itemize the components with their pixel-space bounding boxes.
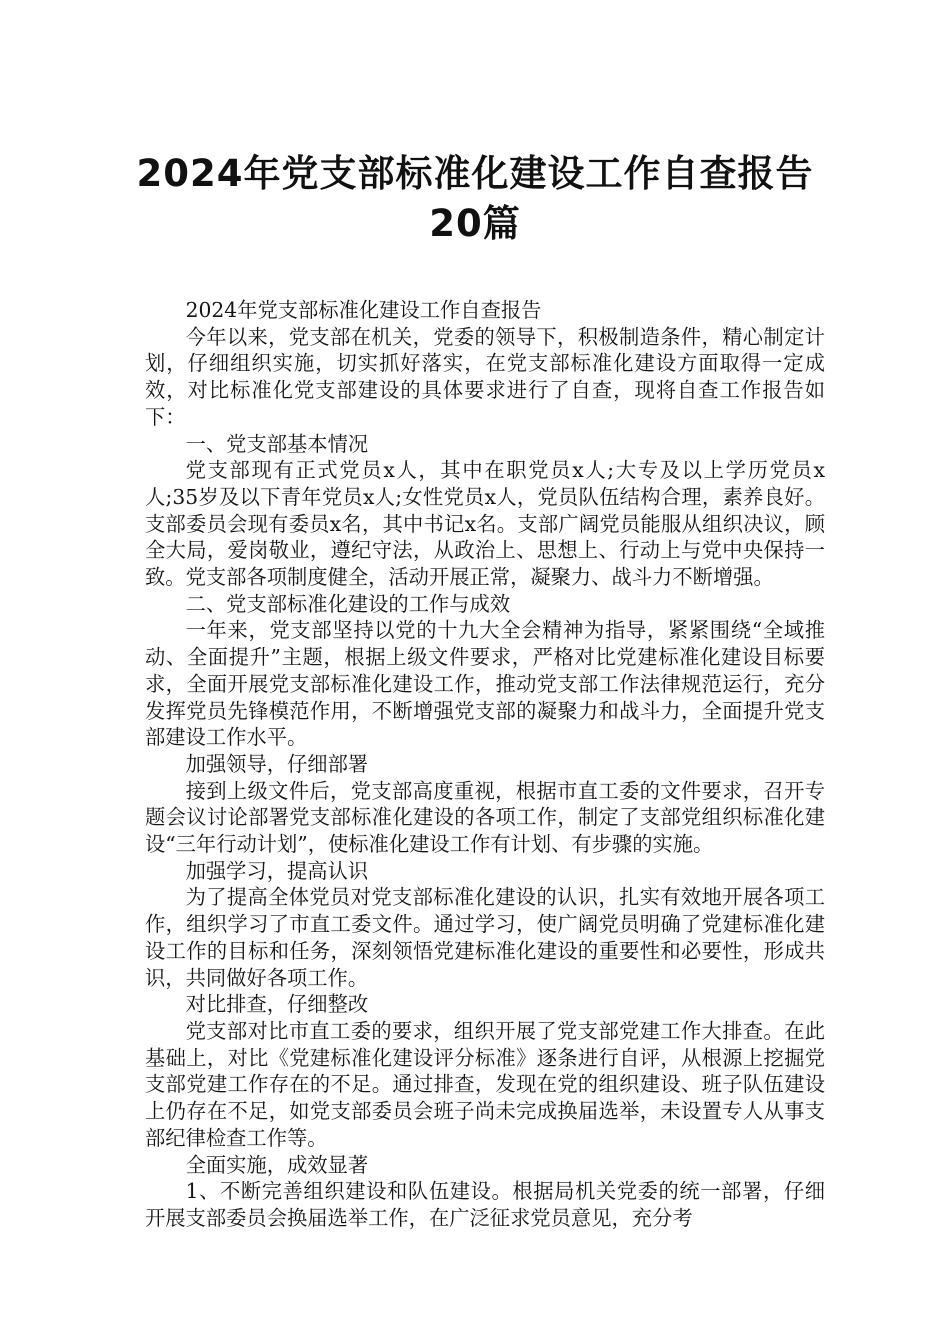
body-paragraph: 党支部对比市直工委的要求，组织开展了党支部党建工作大排查。在此基础上，对比《党建标准化建设评分标准》逐条进行自评，从根源上挖掘党支部党建工作存在的不足。通过排查，发现在党的组织建设、班子队伍建设上仍存在不足，如党支部委员会班子尚未完成换届选举，未设置专人从事支部纪律检查工作等。 xyxy=(145,1018,825,1150)
body-paragraph: 党支部现有正式党员x人，其中在职党员x人;大专及以上学历党员x人;35岁及以下青年党员x人;女性党员x人，党员队伍结构合理，素养良好。支部委员会现有委员x名，其中书记x名。支部广阔党员能服从组织决议，顾全大局，爱岗敬业，遵纪守法，从政治上、思想上、行动上与党中央保持一致。党支部各项制度健全，活动开展正常，凝聚力、战斗力不断增强。 xyxy=(145,458,825,590)
document-body xyxy=(145,297,825,1232)
subsection-heading: 加强领导，仔细部署 xyxy=(185,751,369,776)
body-paragraph: 2024年党支部标准化建设工作自查报告 xyxy=(185,298,542,322)
section-heading: 一、党支部基本情况 xyxy=(185,431,369,456)
body-paragraph: 为了提高全体党员对党支部标准化建设的认识，扎实有效地开展各项工作，组织学习了市直工委文件。通过学习，使广阔党员明确了党建标准化建设工作的目标和任务，深刻领悟党建标准化建设的重要性和必要性，形成共识，共同做好各项工作。 xyxy=(145,885,825,990)
subsection-heading: 对比排查，仔细整改 xyxy=(185,992,369,1017)
document-title-line-2: 20篇 xyxy=(429,201,521,245)
document-title-line-1: 2024年党支部标准化建设工作自查报告 xyxy=(136,151,814,195)
body-paragraph: 今年以来，党支部在机关，党委的领导下，积极制造条件，精心制定计划，仔细组织实施，切实抓好落实，在党支部标准化建设方面取得一定成效，对比标准化党支部建设的具体要求进行了自查，现将自查工作报告如下： xyxy=(145,324,825,429)
subsection-heading: 全面实施，成效显著 xyxy=(185,1152,369,1177)
subsection-heading: 加强学习，提高认识 xyxy=(185,858,369,883)
document-title xyxy=(100,149,850,249)
body-paragraph: 1、不断完善组织建设和队伍建设。根据局机关党委的统一部署，仔细开展支部委员会换届选举工作，在广泛征求党员意见，充分考 xyxy=(145,1179,825,1230)
body-paragraph: 接到上级文件后，党支部高度重视，根据市直工委的文件要求，召开专题会议讨论部署党支部标准化建设的各项工作，制定了支部党组织标准化建设“三年行动计划”，使标准化建设工作有计划、有步骤的实施。 xyxy=(145,778,825,857)
section-heading: 二、党支部标准化建设的工作与成效 xyxy=(185,591,511,616)
body-paragraph: 一年来，党支部坚持以党的十九大全会精神为指导，紧紧围绕“全域推动、全面提升”主题，根据上级文件要求，严格对比党建标准化建设目标要求，全面开展党支部标准化建设工作，推动党支部工作法律规范运行，充分发挥党员先锋模范作用，不断增强党支部的凝聚力和战斗力，全面提升党支部建设工作水平。 xyxy=(145,618,825,750)
